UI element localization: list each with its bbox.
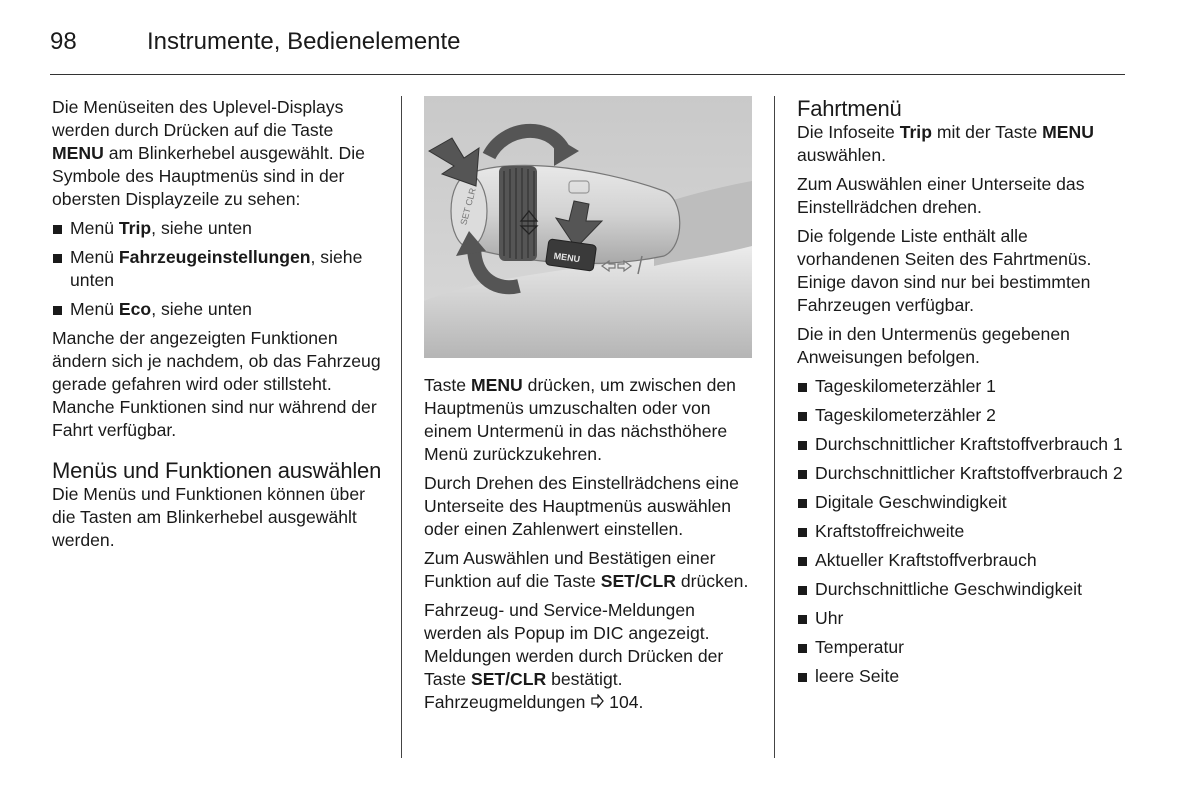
header-divider: [50, 74, 1125, 75]
bullet-square-icon: [53, 306, 62, 315]
bullet-square-icon: [798, 412, 807, 421]
set-clr-paragraph: Zum Auswählen und Bestätigen einer Funktion auf die Taste SET/CLR drücken.: [424, 548, 749, 591]
list-item: Kraftstoffreichweite: [797, 520, 1127, 543]
right-column: [797, 96, 1127, 694]
intro-paragraph: Die Menüseiten des Uplevel-Displays werden durch Drücken auf die Taste MENU am Blinkerhebel ausgewählt. Die Symbole des Hauptmenüs sind in der obersten Displayzeile zu sehen:: [52, 97, 365, 209]
list-item: Durchschnittlicher Kraftstoffverbrauch 2: [797, 462, 1127, 485]
bullet-square-icon: [798, 499, 807, 508]
bullet-square-icon: [798, 441, 807, 450]
trip-menu-list: [797, 375, 1127, 688]
messages-paragraph: Fahrzeug- und Service-Meldungen werden als Popup im DIC angezeigt. Meldungen werden durch Drücken der Taste SET/CLR bestätigt. Fahrzeugmeldungen 104.: [424, 600, 724, 712]
wheel-paragraph: Durch Drehen des Einstellrädchens eine Unterseite des Hauptmenüs auswählen oder einen Zahlenwert einstellen.: [424, 473, 739, 539]
bullet-square-icon: [53, 254, 62, 263]
bullet-square-icon: [798, 383, 807, 392]
bullet-square-icon: [798, 586, 807, 595]
functions-paragraph: Manche der angezeigten Funktionen ändern sich je nachdem, ob das Fahrzeug gerade gefahren wird oder stillsteht. Manche Funktionen sind nur während der Fahrt verfügbar.: [52, 328, 381, 440]
turn-signal-lever-figure: [424, 96, 752, 358]
trip-paragraph: Die Infoseite Trip mit der Taste MENU auswählen.: [797, 122, 1094, 165]
list-item: Temperatur: [797, 636, 1127, 659]
list-item: Tageskilometerzähler 2: [797, 404, 1127, 427]
list-item: Menü Eco, siehe unten: [52, 298, 384, 321]
bullet-square-icon: [53, 225, 62, 234]
column-divider-left: [401, 96, 402, 758]
menu-button-paragraph: Taste MENU drücken, um zwischen den Hauptmenüs umzuschalten oder von einem Untermenü in das nächsthöhere Menü zurückzukehren.: [424, 375, 736, 464]
column-divider-right: [774, 96, 775, 758]
bullet-square-icon: [798, 644, 807, 653]
instructions-paragraph: Die in den Untermenüs gegebenen Anweisungen befolgen.: [797, 324, 1070, 367]
subpage-paragraph: Zum Auswählen einer Unterseite das Einstellrädchen drehen.: [797, 174, 1085, 217]
bullet-square-icon: [798, 673, 807, 682]
list-intro-paragraph: Die folgende Liste enthält alle vorhandenen Seiten des Fahrtmenüs. Einige davon sind nur bei bestimmten Fahrzeugen verfügbar.: [797, 226, 1092, 315]
cross-reference-arrow-icon: [590, 694, 604, 708]
menu-button-label: MENU: [553, 250, 581, 265]
lever-illustration: [424, 96, 752, 358]
page-number: 98: [50, 28, 77, 55]
bullet-square-icon: [798, 615, 807, 624]
main-menu-list: [52, 217, 384, 321]
bullet-square-icon: [798, 557, 807, 566]
set-clr-label: SET CLR: [458, 186, 478, 226]
list-item: Digitale Geschwindigkeit: [797, 491, 1127, 514]
list-item: Durchschnittlicher Kraftstoffverbrauch 1: [797, 433, 1127, 456]
list-item: Tageskilometerzähler 1: [797, 375, 1127, 398]
list-item: Menü Fahrzeugeinstellungen, siehe unten: [52, 246, 384, 292]
left-column: [52, 96, 384, 558]
page-title: Instrumente, Bedienelemente: [147, 28, 461, 55]
bullet-square-icon: [798, 528, 807, 537]
list-item: Aktueller Kraftstoffverbrauch: [797, 549, 1127, 572]
middle-column: [424, 96, 756, 720]
page-reference: 104.: [609, 692, 644, 712]
list-item: Uhr: [797, 607, 1127, 630]
section-heading: Menüs und Funktionen auswählen: [52, 458, 382, 483]
page-header: [50, 24, 1125, 74]
list-item: Menü Trip, siehe unten: [52, 217, 384, 240]
list-item: Durchschnittliche Geschwindigkeit: [797, 578, 1127, 601]
list-item: leere Seite: [797, 665, 1127, 688]
selection-paragraph: Die Menüs und Funktionen können über die Tasten am Blinkerhebel ausgewählt werden.: [52, 484, 365, 550]
bullet-square-icon: [798, 470, 807, 479]
section-heading: Fahrtmenü: [797, 96, 902, 121]
